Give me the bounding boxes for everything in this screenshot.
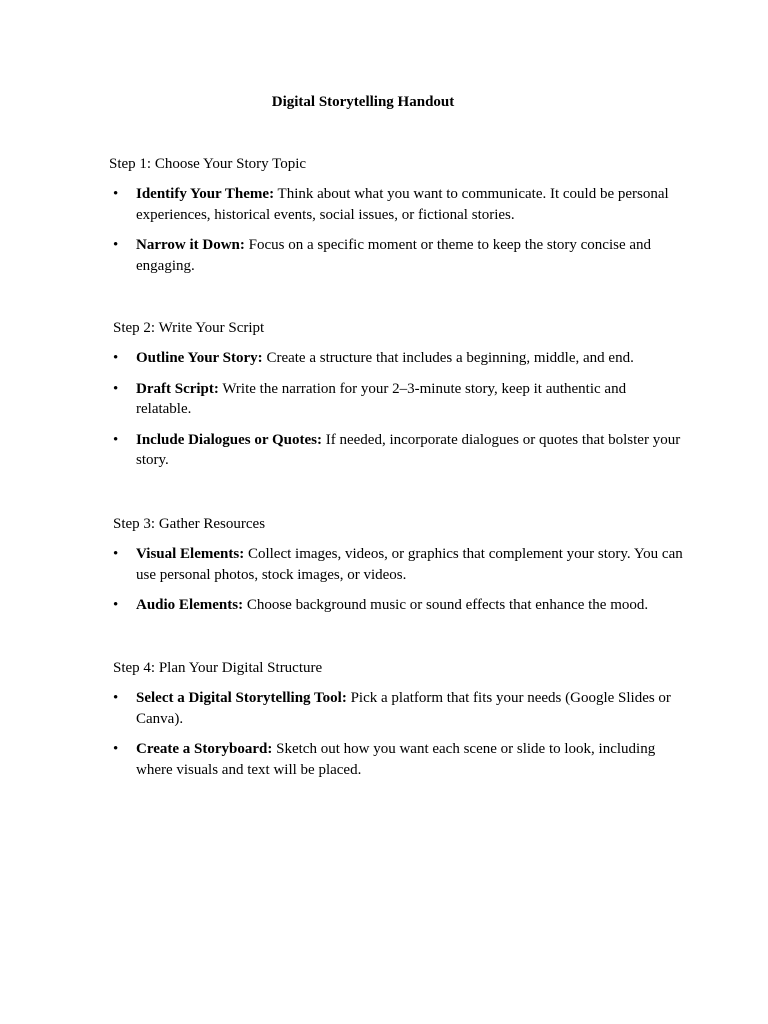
bullet-icon: • bbox=[113, 237, 119, 253]
item-term: Outline Your Story: bbox=[136, 350, 263, 366]
bullet-icon: • bbox=[113, 380, 119, 397]
item-text: Think about what you want to communicate. It could be personal experiences, historical events, social issues, or fictional stories. bbox=[136, 186, 669, 223]
list-item bbox=[113, 235, 683, 276]
item-text: Pick a platform that fits your needs (Google Slides or Canva). bbox=[136, 690, 671, 727]
item-text: If needed, incorporate dialogues or quotes that bolster your story. bbox=[136, 431, 681, 468]
item-text: Create a structure that includes a beginning, middle, and end. bbox=[266, 350, 634, 366]
item-term: Create a Storyboard: bbox=[136, 741, 273, 757]
bullet-icon: • bbox=[113, 350, 119, 366]
list-item bbox=[113, 348, 683, 369]
list-item bbox=[113, 544, 683, 585]
step-3-list bbox=[113, 544, 683, 626]
step-1-list bbox=[113, 184, 683, 286]
document-title: Digital Storytelling Handout bbox=[271, 94, 455, 110]
list-item bbox=[113, 379, 683, 420]
step-2-heading: Step 2: Write Your Script bbox=[113, 320, 265, 336]
item-text: Focus on a specific moment or theme to keep the story concise and engaging. bbox=[136, 237, 652, 274]
list-item bbox=[113, 595, 683, 616]
bullet-icon: • bbox=[113, 741, 119, 757]
step-4-list bbox=[113, 688, 683, 790]
item-term: Audio Elements: bbox=[136, 597, 244, 613]
item-text: Sketch out how you want each scene or slide to look, including where visuals and text will be placed. bbox=[136, 741, 656, 778]
item-term: Select a Digital Storytelling Tool: bbox=[136, 690, 347, 706]
bullet-icon: • bbox=[113, 431, 119, 448]
bullet-icon: • bbox=[113, 597, 119, 613]
list-item bbox=[113, 430, 683, 471]
bullet-icon: • bbox=[113, 690, 119, 706]
step-1-heading: Step 1: Choose Your Story Topic bbox=[109, 156, 307, 172]
item-term: Include Dialogues or Quotes: bbox=[136, 431, 322, 448]
list-item bbox=[113, 184, 683, 225]
step-4-heading: Step 4: Plan Your Digital Structure bbox=[113, 660, 323, 676]
list-item bbox=[113, 688, 683, 729]
bullet-icon: • bbox=[113, 546, 119, 562]
step-3-heading: Step 3: Gather Resources bbox=[113, 516, 266, 532]
item-term: Identify Your Theme: bbox=[136, 186, 275, 202]
step-2-list bbox=[113, 348, 683, 481]
item-text: Choose background music or sound effects that enhance the mood. bbox=[246, 597, 649, 613]
item-text: Collect images, videos, or graphics that complement your story. You can use personal photos, stock images, or videos. bbox=[136, 546, 683, 583]
item-text: Write the narration for your 2–3-minute story, keep it authentic and relatable. bbox=[136, 380, 627, 417]
bullet-icon: • bbox=[113, 186, 119, 202]
item-term: Narrow it Down: bbox=[136, 237, 245, 253]
item-term: Visual Elements: bbox=[136, 546, 245, 562]
list-item bbox=[113, 739, 683, 780]
item-term: Draft Script: bbox=[136, 380, 219, 397]
